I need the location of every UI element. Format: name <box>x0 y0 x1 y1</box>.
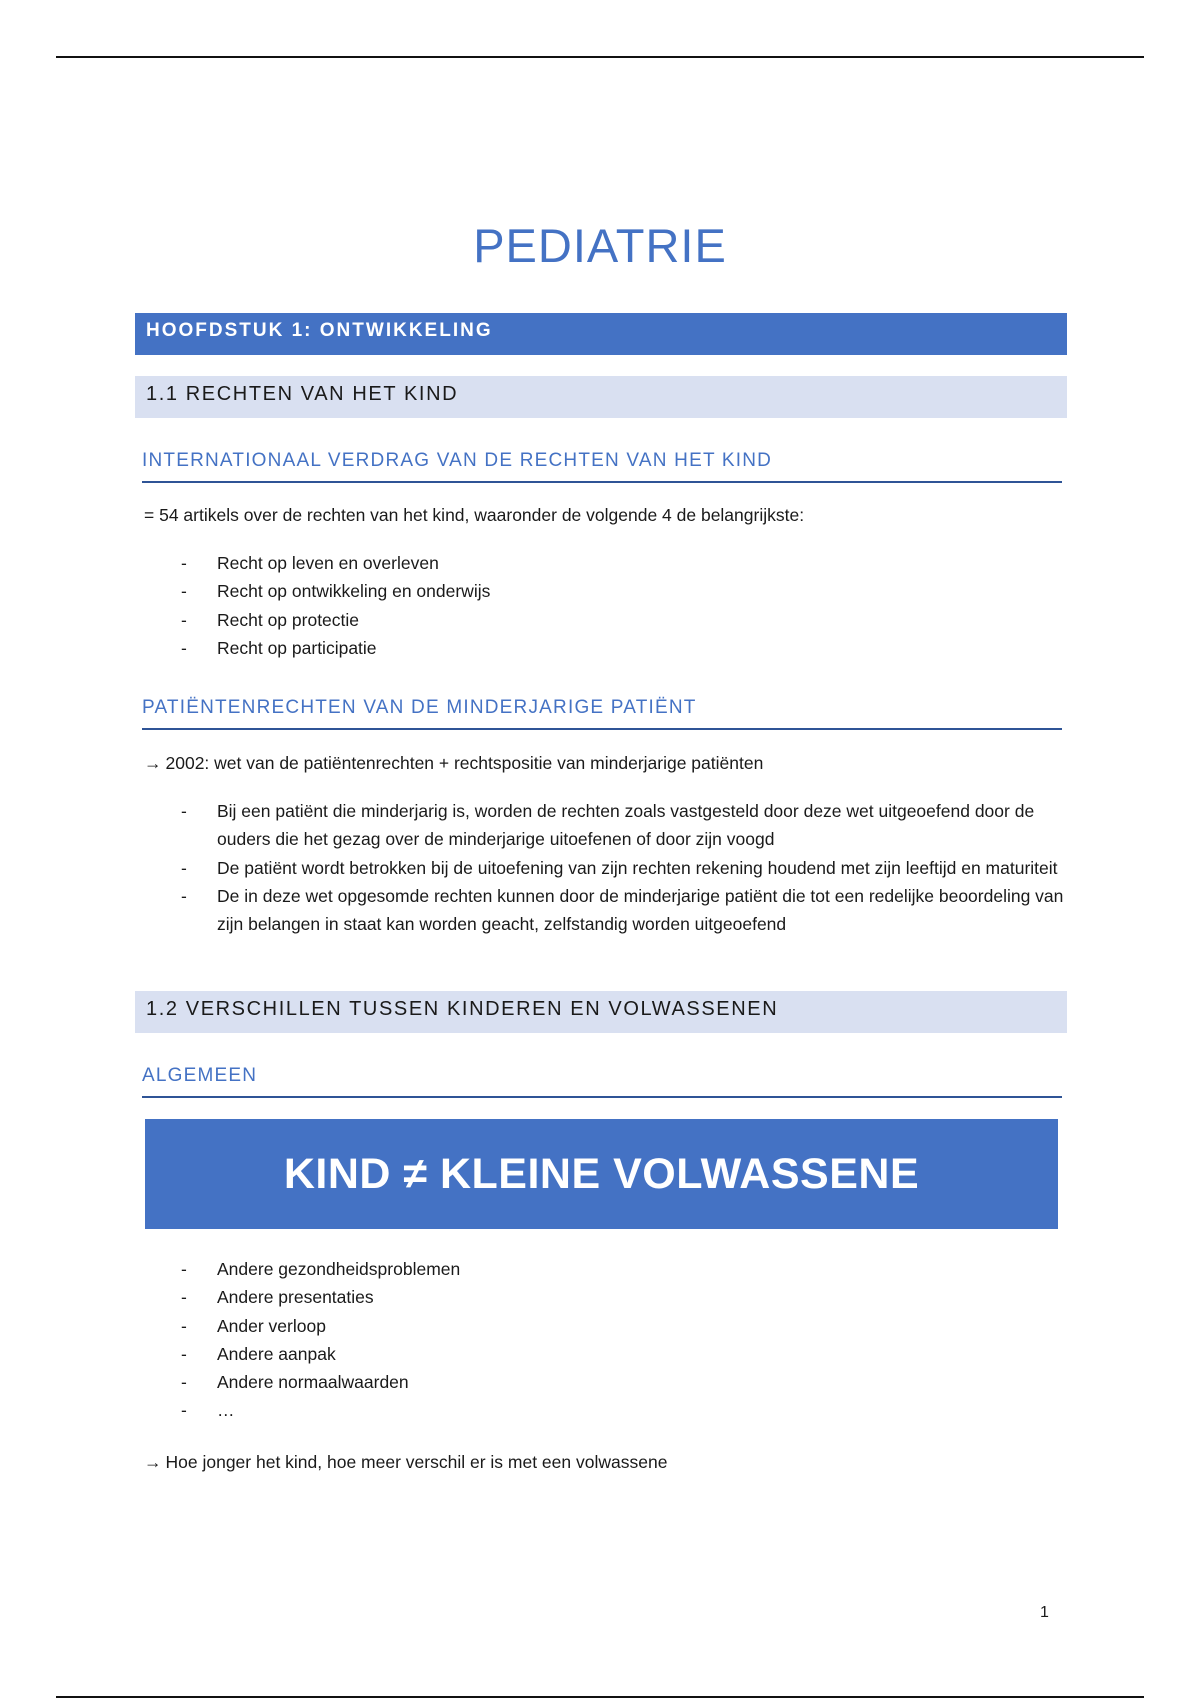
algemeen-list <box>175 1255 1065 1425</box>
subheading-verdrag: INTERNATIONAAL VERDRAG VAN DE RECHTEN VAN HET KIND <box>142 449 1062 483</box>
arrow-right-icon: → <box>144 753 162 773</box>
list-item: - Bij een patiënt die minderjarig is, worden de rechten zoals vastgesteld door deze wet uitgeoefend door de ouders die het gezag over de minderjarige uitoefenen of door zijn voogd <box>181 801 1035 850</box>
list-item: - Andere presentaties <box>181 1287 374 1308</box>
list-item: - Andere gezondheidsproblemen <box>181 1259 461 1279</box>
verdrag-intro: = 54 artikels over de rechten van het kind, waaronder de volgende 4 de belangrijkste: <box>144 505 805 525</box>
list-item: - Ander verloop <box>181 1315 326 1336</box>
list-item: - … <box>181 1400 235 1421</box>
algemeen-conclusion: → Hoe jonger het kind, hoe meer verschil er is met een volwassene <box>144 1452 668 1472</box>
list-item: - De patiënt wordt betrokken bij de uitoefening van zijn rechten rekening houdend met zijn leeftijd en maturiteit <box>181 857 1058 878</box>
chapter-heading: HOOFDSTUK 1: ONTWIKKELING <box>135 313 1067 355</box>
subheading-patientenrechten: PATIËNTENRECHTEN VAN DE MINDERJARIGE PATIËNT <box>142 696 1062 730</box>
subheading-algemeen: ALGEMEEN <box>142 1064 1062 1098</box>
document-title: PEDIATRIE <box>473 219 727 272</box>
header-rule <box>56 56 1144 58</box>
arrow-right-icon: → <box>144 1452 162 1472</box>
verdrag-list <box>175 549 1065 662</box>
list-item: - Recht op ontwikkeling en onderwijs <box>181 581 491 602</box>
list-item: - Recht op leven en overleven <box>181 553 439 573</box>
list-item: - Recht op protectie <box>181 609 360 630</box>
patientenrechten-list <box>175 797 1065 938</box>
list-item: - Andere normaalwaarden <box>181 1372 409 1393</box>
footer-rule <box>56 1696 1144 1698</box>
list-item: - Recht op participatie <box>181 637 377 658</box>
section-heading-1-2: 1.2 VERSCHILLEN TUSSEN KINDEREN EN VOLWASSENEN <box>135 991 1067 1033</box>
callout-banner: KIND ≠ KLEINE VOLWASSENE <box>145 1119 1058 1229</box>
list-item: - Andere aanpak <box>181 1343 336 1364</box>
page-number: 1 <box>1040 1604 1049 1621</box>
patientenrechten-intro: → 2002: wet van de patiëntenrechten + rechtspositie van minderjarige patiënten <box>144 753 764 773</box>
list-item: - De in deze wet opgesomde rechten kunnen door de minderjarige patiënt die tot een redelijke beoordeling van zijn belangen in staat kan worden geacht, zelfstandig worden uitgeoefend <box>181 885 1064 935</box>
section-heading-1-1: 1.1 RECHTEN VAN HET KIND <box>135 376 1067 418</box>
